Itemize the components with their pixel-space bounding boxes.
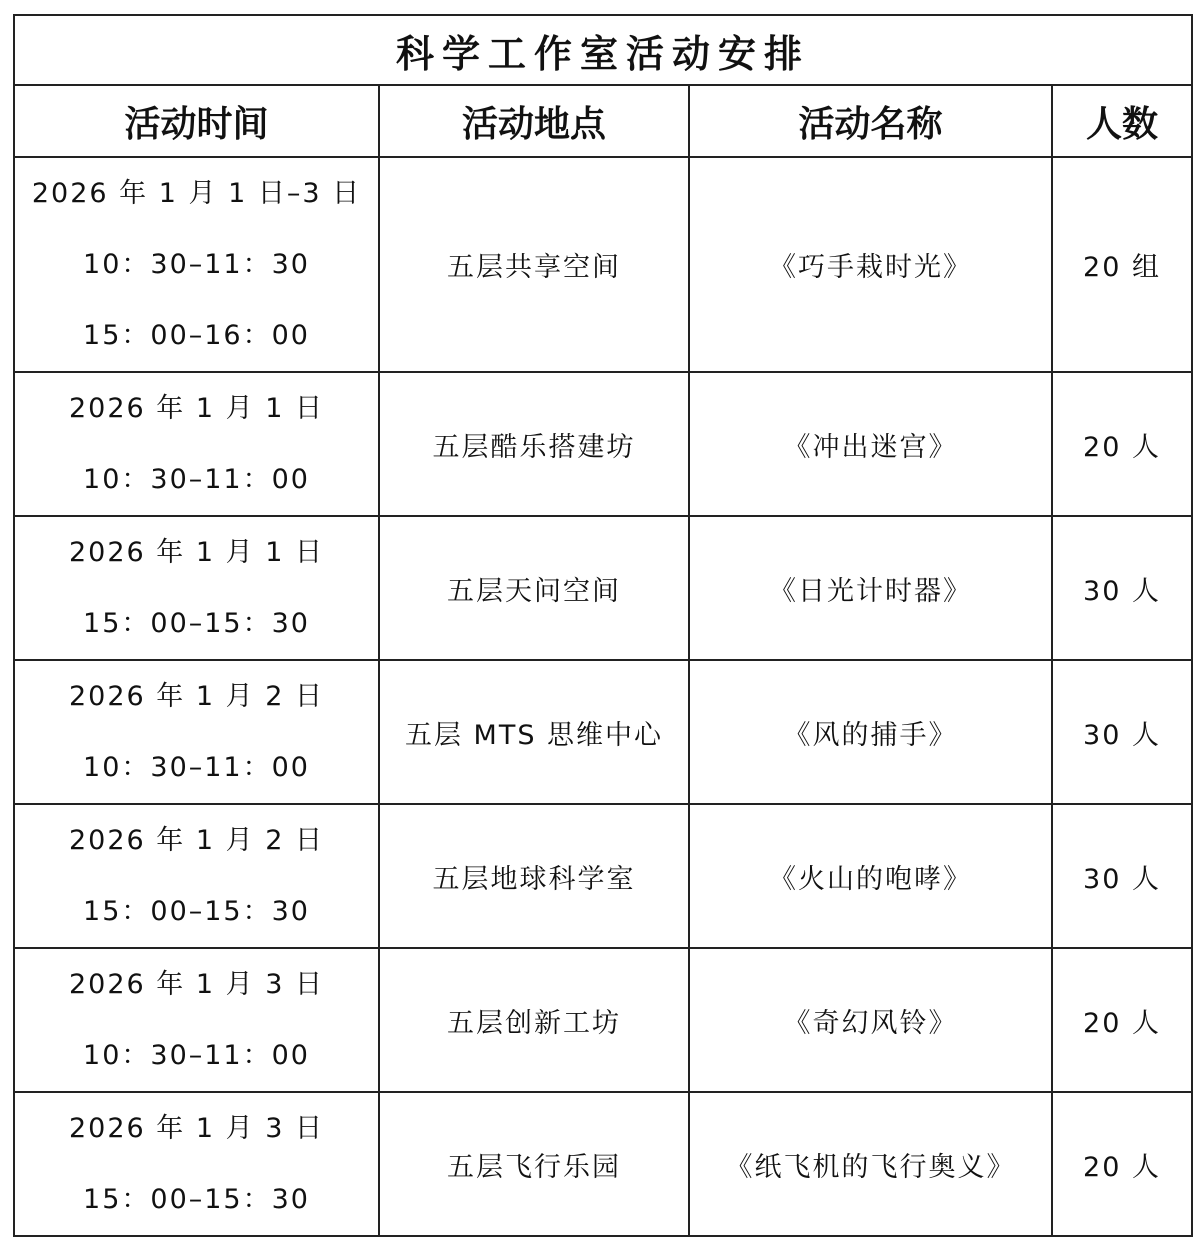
count-cell: 30 人: [1052, 804, 1192, 948]
table-row: [14, 157, 1192, 372]
header-count: 人数: [1052, 85, 1192, 157]
location-cell: 五层 MTS 思维中心: [379, 660, 689, 804]
time-cell: [14, 660, 379, 804]
count-cell: 20 人: [1052, 948, 1192, 1092]
time-range-text: 15：00–15：30: [83, 608, 310, 639]
count-cell: 20 人: [1052, 1092, 1192, 1236]
activity-name-cell: 《纸飞机的飞行奥义》: [689, 1092, 1052, 1236]
count-cell: 30 人: [1052, 660, 1192, 804]
time-cell: [14, 1092, 379, 1236]
date-text: 2026 年 1 月 3 日: [69, 969, 324, 1000]
header-time: 活动时间: [14, 85, 379, 157]
count-cell: 20 人: [1052, 372, 1192, 516]
time-range-text: 10：30–11：30: [83, 249, 310, 280]
date-text: 2026 年 1 月 2 日: [69, 681, 324, 712]
table-row: [14, 1092, 1192, 1236]
time-range-text: 10：30–11：00: [83, 752, 310, 783]
table-row: [14, 372, 1192, 516]
location-cell: 五层共享空间: [379, 157, 689, 372]
table-title: 科学工作室活动安排: [14, 15, 1192, 85]
activity-name-cell: 《巧手栽时光》: [689, 157, 1052, 372]
title-row: [14, 15, 1192, 85]
table-row: [14, 660, 1192, 804]
count-cell: 30 人: [1052, 516, 1192, 660]
activity-name-cell: 《日光计时器》: [689, 516, 1052, 660]
location-cell: 五层飞行乐园: [379, 1092, 689, 1236]
time-range-text: 10：30–11：00: [83, 464, 310, 495]
location-cell: 五层天问空间: [379, 516, 689, 660]
header-name: 活动名称: [689, 85, 1052, 157]
time-cell: [14, 948, 379, 1092]
table-row: [14, 804, 1192, 948]
location-cell: 五层酷乐搭建坊: [379, 372, 689, 516]
activity-name-cell: 《风的捕手》: [689, 660, 1052, 804]
schedule-table: [13, 14, 1193, 1237]
date-text: 2026 年 1 月 1 日: [69, 537, 324, 568]
time-cell: [14, 516, 379, 660]
time-range-text: 15：00–16：00: [83, 320, 310, 351]
time-cell: [14, 372, 379, 516]
time-cell: [14, 804, 379, 948]
time-range-text: 15：00–15：30: [83, 1184, 310, 1215]
date-text: 2026 年 1 月 3 日: [69, 1113, 324, 1144]
table-row: [14, 948, 1192, 1092]
header-location: 活动地点: [379, 85, 689, 157]
header-row: [14, 85, 1192, 157]
count-cell: 20 组: [1052, 157, 1192, 372]
location-cell: 五层地球科学室: [379, 804, 689, 948]
date-text: 2026 年 1 月 1 日–3 日: [31, 178, 362, 209]
location-cell: 五层创新工坊: [379, 948, 689, 1092]
activity-name-cell: 《冲出迷宫》: [689, 372, 1052, 516]
date-text: 2026 年 1 月 2 日: [69, 825, 324, 856]
time-cell: [14, 157, 379, 372]
activity-name-cell: 《火山的咆哮》: [689, 804, 1052, 948]
date-text: 2026 年 1 月 1 日: [69, 393, 324, 424]
time-range-text: 15：00–15：30: [83, 896, 310, 927]
time-range-text: 10：30–11：00: [83, 1040, 310, 1071]
table-row: [14, 516, 1192, 660]
activity-name-cell: 《奇幻风铃》: [689, 948, 1052, 1092]
